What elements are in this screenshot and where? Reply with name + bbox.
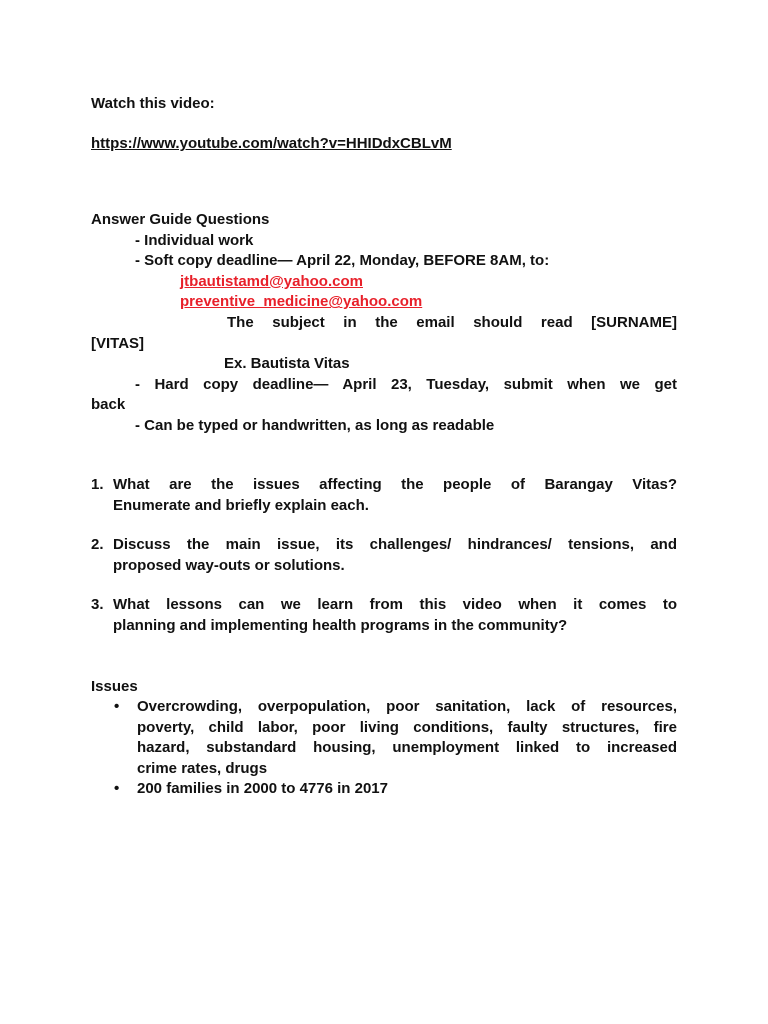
guide-soft-copy-deadline: - Soft copy deadline— April 22, Monday, BEFORE 8AM, to: [135, 252, 550, 270]
question-line: Enumerate and briefly explain each. [113, 496, 369, 514]
video-link[interactable]: https://www.youtube.com/watch?v=HHIDdxCBLvM [91, 135, 452, 152]
issues-bullet-1 [91, 697, 677, 779]
issues-heading: Issues [91, 678, 138, 695]
issues-bullet-2 [91, 779, 677, 800]
issue-line: crime rates, drugs [137, 759, 268, 777]
question-3 [91, 595, 677, 636]
bullet-icon: • [114, 780, 120, 797]
guide-heading: Answer Guide Questions [91, 211, 270, 228]
issue-line: hazard, substandard housing, unemployment linked to increased [137, 739, 677, 757]
issue-line: poverty, child labor, poor living conditions, faulty structures, fire [137, 718, 677, 736]
question-number: 2. [91, 536, 104, 553]
question-number: 3. [91, 596, 104, 613]
issue-line: 200 families in 2000 to 4776 in 2017 [137, 780, 388, 797]
question-line: What are the issues affecting the people of Barangay Vitas? [113, 476, 677, 493]
question-line: proposed way-outs or solutions. [113, 556, 345, 574]
bullet-icon: • [114, 698, 120, 715]
guide-typed-handwritten: - Can be typed or handwritten, as long as readable [135, 416, 495, 434]
question-number: 1. [91, 476, 104, 493]
guide-example: Ex. Bautista Vitas [224, 355, 350, 373]
guide-hard-copy-line-1: - Hard copy deadline— April 23, Tuesday, submit when we get [135, 375, 677, 393]
guide-section [91, 210, 677, 437]
question-line: Discuss the main issue, its challenges/ hindrances/ tensions, and [113, 536, 677, 553]
guide-subject-line-2: [VITAS] [91, 334, 145, 352]
watch-video-label [91, 94, 677, 115]
watch-video-text: Watch this video: [91, 95, 215, 112]
issue-line: Overcrowding, overpopulation, poor sanitation, lack of resources, [137, 698, 677, 715]
email-link-2[interactable]: preventive_medicine@yahoo.com [180, 293, 423, 311]
question-line: What lessons can we learn from this video when it comes to [113, 596, 677, 613]
guide-hard-copy-line-2: back [91, 396, 126, 414]
guide-individual-work: - Individual work [135, 231, 254, 249]
issues-heading-block [91, 677, 677, 698]
question-1 [91, 475, 677, 516]
question-line: planning and implementing health programs in the community? [113, 616, 568, 634]
guide-subject-line-1: The subject in the email should read [SURNAME] [227, 313, 677, 331]
question-2 [91, 535, 677, 576]
email-link-1[interactable]: jtbautistamd@yahoo.com [180, 272, 363, 290]
video-link-block [91, 134, 677, 155]
